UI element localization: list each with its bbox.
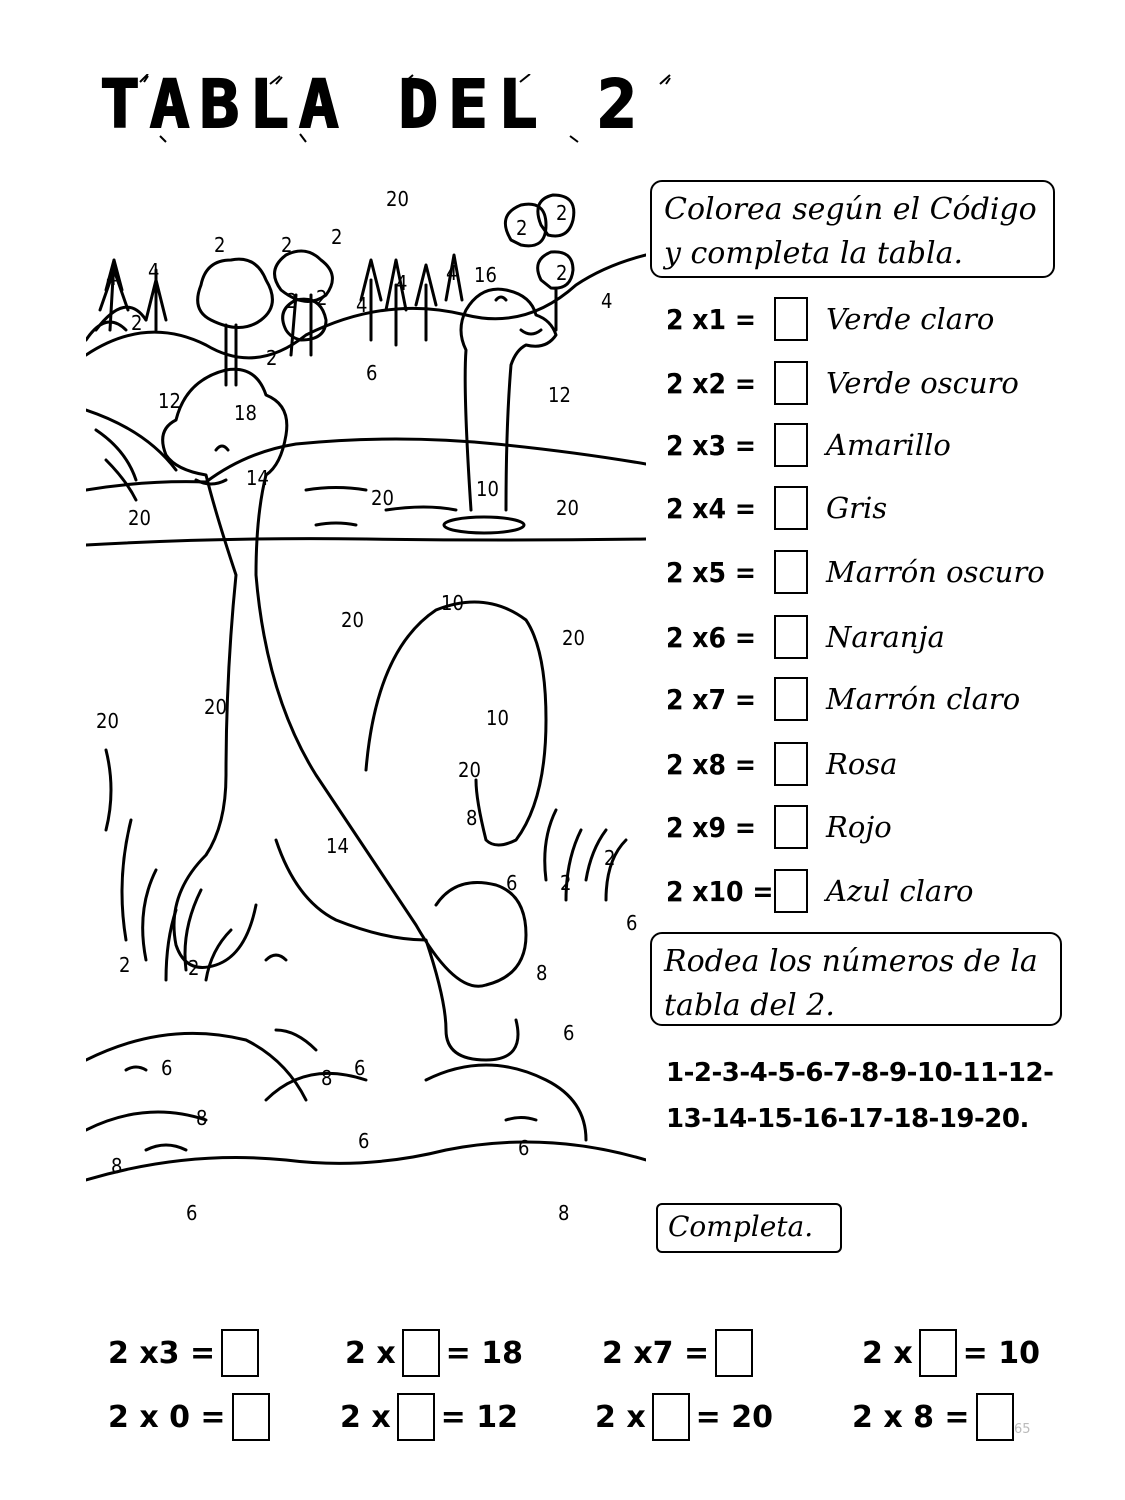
region-number: 2 xyxy=(286,289,298,313)
region-number: 8 xyxy=(111,1154,123,1178)
region-number: 8 xyxy=(558,1201,570,1225)
region-number: 4 xyxy=(356,293,368,317)
region-number: 2 xyxy=(131,311,143,335)
answer-box[interactable] xyxy=(774,742,808,786)
exercise xyxy=(345,1328,523,1378)
exercise-left: 2 x xyxy=(345,1335,396,1371)
region-number: 20 xyxy=(562,626,585,650)
region-number: 20 xyxy=(458,758,481,782)
region-number: 14 xyxy=(326,834,349,858)
answer-box[interactable] xyxy=(774,297,808,341)
region-number: 20 xyxy=(371,486,394,510)
region-number: 6 xyxy=(186,1201,198,1225)
multiplication-expression: 2 x2 = xyxy=(666,366,756,400)
exercise-left: 2 x 0 = xyxy=(108,1399,226,1435)
color-name: Gris xyxy=(826,491,888,525)
region-number: 4 xyxy=(601,289,613,313)
round-tree-1 xyxy=(198,259,273,385)
region-number: 8 xyxy=(466,806,478,830)
region-number: 2 xyxy=(560,871,572,895)
region-number: 6 xyxy=(518,1136,530,1160)
region-number: 2 xyxy=(266,346,278,370)
code-row xyxy=(666,358,1086,408)
color-name: Verde claro xyxy=(826,302,995,336)
answer-box[interactable] xyxy=(715,1329,753,1377)
region-number: 6 xyxy=(563,1021,575,1045)
exercise-left: 2 x xyxy=(862,1335,913,1371)
region-number: 20 xyxy=(128,506,151,530)
number-sequence[interactable]: 1-2-3-4-5-6-7-8-9-10-11-12-13-14-15-16-17-18-19-20. xyxy=(666,1058,1054,1134)
region-number: 2 xyxy=(119,953,131,977)
answer-box[interactable] xyxy=(919,1329,957,1377)
answer-box[interactable] xyxy=(774,677,808,721)
page-title: TABLA DEL 2 xyxy=(100,66,648,143)
region-number: 2 xyxy=(331,225,343,249)
multiplication-expression: 2 x4 = xyxy=(666,491,756,525)
region-number: 2 xyxy=(281,233,293,257)
region-number: 4 xyxy=(106,266,118,290)
answer-box[interactable] xyxy=(402,1329,440,1377)
multiplication-expression: 2 x5 = xyxy=(666,555,756,589)
exercise-left: 2 x7 = xyxy=(602,1335,710,1371)
answer-box[interactable] xyxy=(774,361,808,405)
plants-left xyxy=(106,750,231,980)
region-number: 6 xyxy=(161,1056,173,1080)
region-number: 10 xyxy=(441,591,464,615)
exercise xyxy=(852,1392,1020,1442)
exercise xyxy=(340,1392,518,1442)
exercise-right: = 20 xyxy=(695,1399,774,1435)
exercise xyxy=(595,1392,773,1442)
region-number: 18 xyxy=(234,401,257,425)
multiplication-expression: 2 x8 = xyxy=(666,747,756,781)
exercise xyxy=(862,1328,1040,1378)
region-number: 6 xyxy=(358,1129,370,1153)
exercise-right: = 18 xyxy=(445,1335,524,1371)
region-number: 20 xyxy=(96,709,119,733)
code-row xyxy=(666,483,1086,533)
color-name: Marrón oscuro xyxy=(826,555,1045,589)
code-row xyxy=(666,674,1086,724)
region-number: 2 xyxy=(214,233,226,257)
region-number: 20 xyxy=(386,187,409,211)
instruction-color-code: Colorea según el Código y completa la tabla. xyxy=(650,180,1055,278)
answer-box[interactable] xyxy=(774,550,808,594)
answer-box[interactable] xyxy=(976,1393,1014,1441)
multiplication-expression: 2 x3 = xyxy=(666,428,756,462)
color-name: Rojo xyxy=(826,810,892,844)
region-number: 2 xyxy=(316,286,328,310)
exercise-left: 2 x 8 = xyxy=(852,1399,970,1435)
multiplication-expression: 2 x7 = xyxy=(666,682,756,716)
multiplication-expression: 2 x1 = xyxy=(666,302,756,336)
region-number: 14 xyxy=(246,466,269,490)
region-number: 12 xyxy=(548,383,571,407)
region-number: 6 xyxy=(354,1056,366,1080)
code-row xyxy=(666,294,1086,344)
color-name: Marrón claro xyxy=(826,682,1021,716)
answer-box[interactable] xyxy=(774,486,808,530)
region-number: 10 xyxy=(476,477,499,501)
color-name: Azul claro xyxy=(826,874,974,908)
code-row xyxy=(666,420,1086,470)
answer-box[interactable] xyxy=(774,869,808,913)
color-name: Verde oscuro xyxy=(826,366,1019,400)
exercise-right: = 12 xyxy=(440,1399,519,1435)
exercise-left: 2 x xyxy=(340,1399,391,1435)
code-row xyxy=(666,866,1086,916)
region-number: 20 xyxy=(204,695,227,719)
region-number: 8 xyxy=(321,1066,333,1090)
answer-box[interactable] xyxy=(221,1329,259,1377)
exercise xyxy=(602,1328,759,1378)
code-row xyxy=(666,547,1086,597)
region-number: 12 xyxy=(158,389,181,413)
region-number: 16 xyxy=(474,263,497,287)
region-number: 4 xyxy=(148,259,160,283)
instruction-circle-numbers: Rodea los números de la tabla del 2. xyxy=(650,932,1062,1026)
region-number: 2 xyxy=(556,201,568,225)
region-number: 6 xyxy=(366,361,378,385)
region-number: 4 xyxy=(446,261,458,285)
answer-box[interactable] xyxy=(232,1393,270,1441)
region-number: 20 xyxy=(341,608,364,632)
answer-box[interactable] xyxy=(652,1393,690,1441)
region-number: 2 xyxy=(556,261,568,285)
region-number: 6 xyxy=(506,871,518,895)
answer-box[interactable] xyxy=(774,423,808,467)
region-number: 20 xyxy=(556,496,579,520)
color-name: Rosa xyxy=(826,747,898,781)
region-number: 2 xyxy=(604,846,616,870)
page-number: 65 xyxy=(1014,1422,1031,1437)
region-number: 6 xyxy=(626,911,638,935)
exercise xyxy=(108,1328,265,1378)
exercise xyxy=(108,1392,276,1442)
code-row xyxy=(666,802,1086,852)
region-number: 8 xyxy=(196,1106,208,1130)
color-name: Amarillo xyxy=(826,428,951,462)
exercise-left: 2 x xyxy=(595,1399,646,1435)
multiplication-expression: 2 x9 = xyxy=(666,810,756,844)
region-number: 8 xyxy=(536,961,548,985)
multiplication-expression: 2 x10 = xyxy=(666,874,774,908)
region-number: 4 xyxy=(396,271,408,295)
region-number: 10 xyxy=(486,706,509,730)
coloring-illustration xyxy=(86,180,646,1260)
answer-box[interactable] xyxy=(397,1393,435,1441)
color-name: Naranja xyxy=(826,620,945,654)
region-number: 2 xyxy=(516,216,528,240)
code-row xyxy=(666,612,1086,662)
region-number: 2 xyxy=(188,956,200,980)
answer-box[interactable] xyxy=(774,805,808,849)
multiplication-expression: 2 x6 = xyxy=(666,620,756,654)
code-row xyxy=(666,739,1086,789)
lake xyxy=(86,439,646,545)
exercise-left: 2 x3 = xyxy=(108,1335,216,1371)
instruction-complete: Completa. xyxy=(656,1203,842,1253)
exercise-right: = 10 xyxy=(962,1335,1041,1371)
answer-box[interactable] xyxy=(774,615,808,659)
